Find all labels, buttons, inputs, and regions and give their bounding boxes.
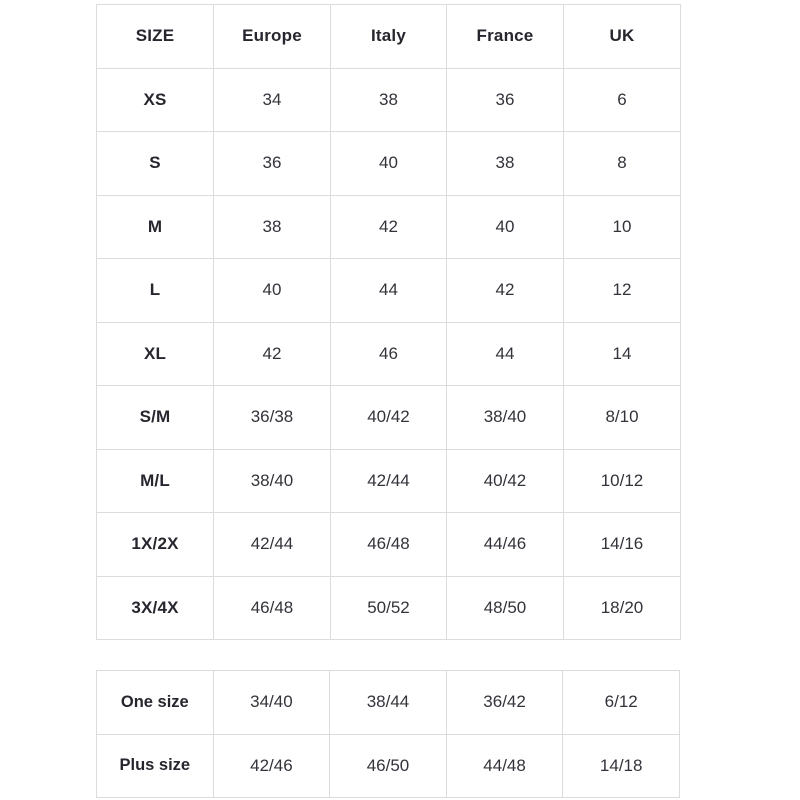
table-row (97, 195, 681, 259)
table-row (97, 259, 681, 323)
one-size-table-body (97, 671, 680, 798)
row-label: XS (97, 68, 214, 132)
row-label: S/M (97, 386, 214, 450)
row-label: L (97, 259, 214, 323)
row-label: M (97, 195, 214, 259)
cell-italy: 50/52 (331, 576, 447, 640)
cell-uk: 8 (564, 132, 681, 196)
cell-italy: 40 (331, 132, 447, 196)
table-row (97, 734, 680, 798)
row-label: Plus size (97, 734, 214, 798)
column-header-size: SIZE (97, 5, 214, 69)
table-row (97, 68, 681, 132)
cell-europe: 46/48 (214, 576, 331, 640)
size-chart-sheet (96, 4, 680, 798)
cell-uk: 18/20 (564, 576, 681, 640)
cell-uk: 6/12 (563, 671, 680, 735)
cell-europe: 40 (214, 259, 331, 323)
row-label: S (97, 132, 214, 196)
cell-italy: 42 (331, 195, 447, 259)
column-header-europe: Europe (214, 5, 331, 69)
cell-italy: 38/44 (330, 671, 447, 735)
column-header-italy: Italy (331, 5, 447, 69)
row-label: One size (97, 671, 214, 735)
one-size-table (96, 670, 680, 798)
cell-italy: 46/48 (331, 513, 447, 577)
cell-italy: 44 (331, 259, 447, 323)
cell-uk: 12 (564, 259, 681, 323)
cell-italy: 42/44 (331, 449, 447, 513)
row-label: M/L (97, 449, 214, 513)
cell-uk: 14 (564, 322, 681, 386)
cell-europe: 42/44 (214, 513, 331, 577)
size-conversion-table (96, 4, 681, 640)
cell-france: 42 (447, 259, 564, 323)
table-row (97, 576, 681, 640)
cell-europe: 34/40 (213, 671, 330, 735)
cell-uk: 10 (564, 195, 681, 259)
cell-uk: 8/10 (564, 386, 681, 450)
cell-italy: 38 (331, 68, 447, 132)
cell-france: 38/40 (447, 386, 564, 450)
cell-uk: 6 (564, 68, 681, 132)
cell-uk: 14/18 (563, 734, 680, 798)
row-label: 1X/2X (97, 513, 214, 577)
cell-europe: 36 (214, 132, 331, 196)
table-header-row (97, 5, 681, 69)
table-row (97, 513, 681, 577)
table-row (97, 386, 681, 450)
table-row (97, 671, 680, 735)
row-label: 3X/4X (97, 576, 214, 640)
cell-uk: 14/16 (564, 513, 681, 577)
table-row (97, 449, 681, 513)
cell-france: 38 (447, 132, 564, 196)
row-label: XL (97, 322, 214, 386)
table-row (97, 322, 681, 386)
column-header-uk: UK (564, 5, 681, 69)
cell-europe: 42/46 (213, 734, 330, 798)
cell-europe: 34 (214, 68, 331, 132)
cell-europe: 36/38 (214, 386, 331, 450)
cell-france: 40/42 (447, 449, 564, 513)
cell-france: 44 (447, 322, 564, 386)
cell-europe: 38 (214, 195, 331, 259)
table-body (97, 68, 681, 640)
cell-france: 40 (447, 195, 564, 259)
cell-france: 36/42 (446, 671, 563, 735)
cell-france: 48/50 (447, 576, 564, 640)
cell-europe: 38/40 (214, 449, 331, 513)
table-row (97, 132, 681, 196)
cell-europe: 42 (214, 322, 331, 386)
cell-france: 44/48 (446, 734, 563, 798)
column-header-france: France (447, 5, 564, 69)
table-header (97, 5, 681, 69)
cell-uk: 10/12 (564, 449, 681, 513)
cell-france: 36 (447, 68, 564, 132)
cell-france: 44/46 (447, 513, 564, 577)
cell-italy: 46 (331, 322, 447, 386)
cell-italy: 40/42 (331, 386, 447, 450)
cell-italy: 46/50 (330, 734, 447, 798)
